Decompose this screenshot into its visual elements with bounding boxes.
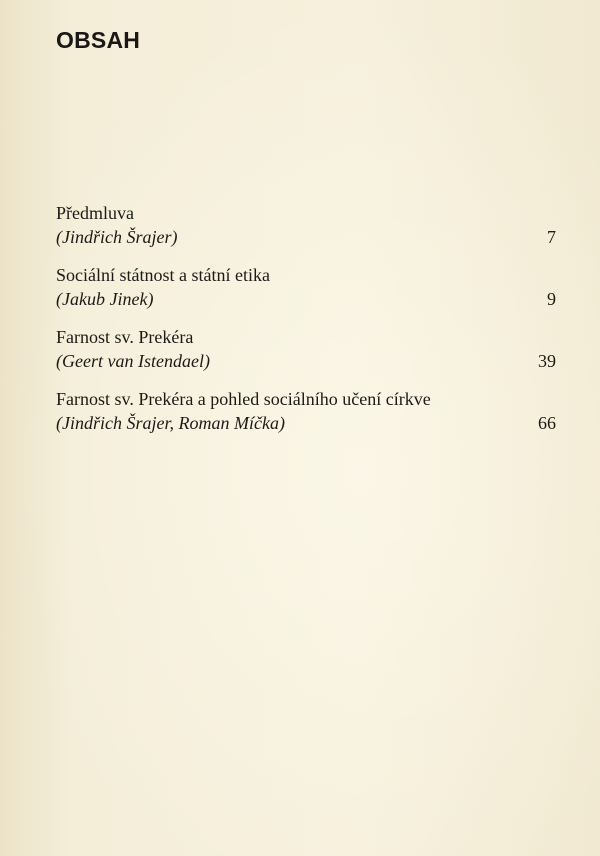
- toc-entry-title: Farnost sv. Prekéra: [56, 327, 194, 347]
- toc-entry-author: (Jindřich Šrajer, Roman Míčka): [56, 413, 285, 433]
- toc-entry: [56, 263, 556, 325]
- toc-entry-author: (Jakub Jinek): [56, 289, 154, 309]
- page-title: OBSAH: [56, 27, 141, 53]
- toc-entry: [56, 387, 556, 449]
- toc-entry-author: (Jindřich Šrajer): [56, 227, 178, 247]
- toc-entry-page-number: 39: [538, 351, 556, 371]
- toc-entry-page-number: 7: [547, 227, 556, 247]
- toc-entry-title: Farnost sv. Prekéra a pohled sociálního učení církve: [56, 389, 431, 409]
- toc-entry-title: Předmluva: [56, 203, 134, 223]
- table-of-contents: [56, 201, 556, 449]
- toc-entry: [56, 201, 556, 263]
- toc-entry-title: Sociální státnost a státní etika: [56, 265, 270, 285]
- toc-entry: [56, 325, 556, 387]
- toc-entry-author: (Geert van Istendael): [56, 351, 210, 371]
- toc-entry-page-number: 9: [547, 289, 556, 309]
- toc-entry-page-number: 66: [538, 413, 556, 433]
